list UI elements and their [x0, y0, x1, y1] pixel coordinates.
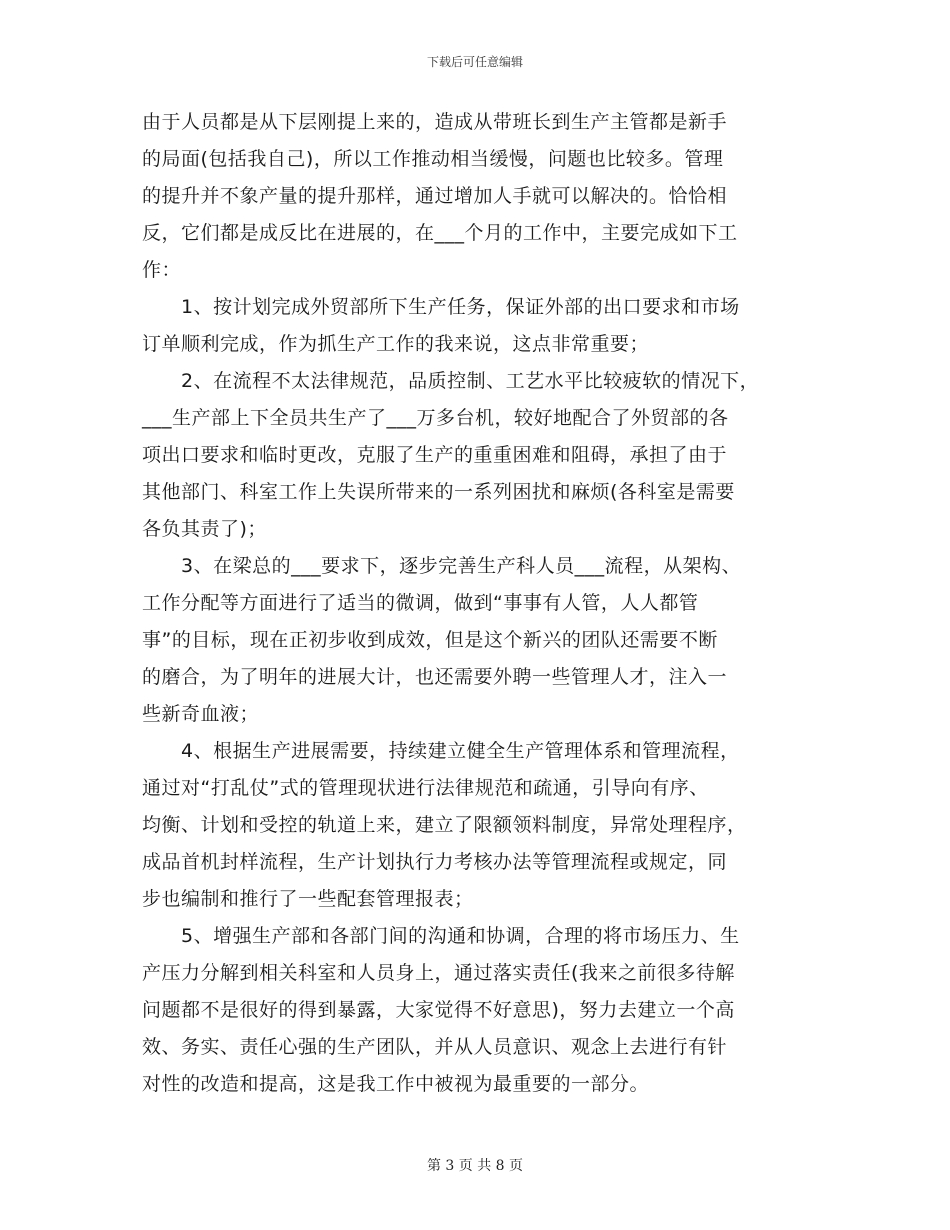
page-header: 下载后可任意编辑	[426, 55, 523, 69]
text-line: 步也编制和推行了一些配套管理报表；	[142, 888, 474, 910]
text-line: 各负其责了)；	[142, 518, 267, 540]
text-line: 的提升并不象产量的提升那样，通过增加人手就可以解决的。恰恰相	[142, 185, 728, 207]
text-line: 对性的改造和提高，这是我工作中被视为最重要的一部分。	[142, 1073, 650, 1095]
text-line: 工作分配等方面进行了适当的微调，做到“事事有人管，人人都管	[142, 592, 699, 614]
text-line: 3、在梁总的___要求下，逐步完善生产科人员___流程，从架构、	[142, 555, 742, 577]
text-line: 成品首机封样流程，生产计划执行力考核办法等管理流程或规定，同	[142, 851, 728, 873]
text-line: 的局面(包括我自己)，所以工作推动相当缓慢，问题也比较多。管理	[142, 148, 724, 170]
text-line: 事”的目标，现在正初步收到成效，但是这个新兴的团队还需要不断	[142, 629, 718, 651]
text-line: ___生产部上下全员共生产了___万多台机，较好地配合了外贸部的各	[142, 407, 729, 429]
text-line: 作：	[142, 259, 182, 281]
text-line: 反，它们都是成反比在进展的，在___个月的工作中，主要完成如下工	[142, 222, 738, 244]
text-line: 由于人员都是从下层刚提上来的，造成从带班长到生产主管都是新手	[142, 111, 728, 133]
text-line: 效、务实、责任心强的生产团队，并从人员意识、观念上去进行有针	[142, 1036, 728, 1058]
text-line: 4、根据生产进展需要，持续建立健全生产管理体系和管理流程，	[142, 740, 740, 762]
text-line: 订单顺利完成，作为抓生产工作的我来说，这点非常重要；	[142, 333, 650, 355]
text-line: 均衡、计划和受控的轨道上来，建立了限额领料制度，异常处理程序，	[142, 814, 747, 836]
text-line: 的磨合，为了明年的进展大计，也还需要外聘一些管理人才，注入一	[142, 666, 728, 688]
document-body	[142, 104, 810, 1103]
text-line: 其他部门、科室工作上失误所带来的一系列困扰和麻烦(各科室是需要	[142, 481, 735, 503]
text-line: 通过对“打乱仗”式的管理现状进行法律规范和疏通，引导向有序、	[142, 777, 709, 799]
text-line: 1、按计划完成外贸部所下生产任务，保证外部的出口要求和市场	[142, 296, 740, 318]
text-line: 项出口要求和临时更改，克服了生产的重重困难和阻碍，承担了由于	[142, 444, 728, 466]
page-number: 第 3 页 共 8 页	[426, 1158, 524, 1174]
text-line: 5、增强生产部和各部门间的沟通和协调，合理的将市场压力、生	[142, 925, 740, 947]
text-line: 些新奇血液；	[142, 703, 260, 725]
text-line: 2、在流程不太法律规范，品质控制、工艺水平比较疲软的情况下，	[142, 370, 760, 392]
text-line: 产压力分解到相关科室和人员身上，通过落实责任(我来之前很多待解	[142, 962, 735, 984]
text-line: 问题都不是很好的得到暴露，大家觉得不好意思)，努力去建立一个高	[142, 999, 735, 1021]
